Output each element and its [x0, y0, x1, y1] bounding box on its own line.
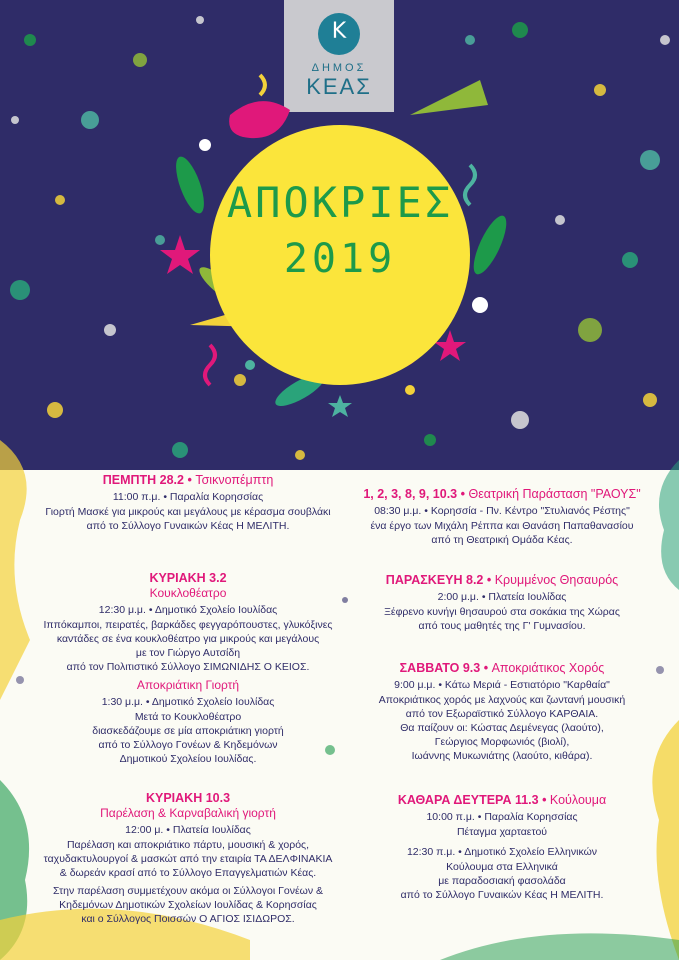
event-time-place: 12:30 μ.μ. • Δημοτικό Σχολείο Ιουλίδας: [98, 604, 278, 616]
hero-banner: [0, 0, 679, 470]
event-time-place: 9:00 μ.μ. • Κάτω Μεριά - Εστιατόριο "Καρθαία": [394, 679, 610, 691]
event-description: ένα έργο των Μιχάλη Ρέππα και Θανάση Παπαθανασίου από τη Θεατρική Ομάδα Κέας.: [370, 520, 634, 546]
event-heading: ΠΕΜΠΤΗ 28.2 • Τσικνοπέμπτη: [102, 473, 274, 487]
event-sub-description: Κούλουμα στα Ελληνικά με παραδοσιακή φασολάδα από το Σύλλογο Γυναικών Κέας Η ΜΕΛΙΤΗ.: [400, 861, 604, 901]
event-heading: ΠΑΡΑΣΚΕΥΗ 8.2 • Κρυμμένος Θησαυρός: [385, 573, 619, 587]
event-description: Ξέφρενο κυνήγι θησαυρού στα σοκάκια της Χώρας από τους μαθητές της Γ' Γυμνασίου.: [384, 606, 620, 632]
event-name: Παρέλαση & Καρναβαλική γιορτή: [100, 806, 276, 820]
event-year: 2019: [283, 236, 397, 282]
event-time-place: 12:00 μ. • Πλατεία Ιουλίδας: [125, 824, 251, 836]
event-card: [352, 792, 652, 902]
event-name: Κουκλοθέατρο: [149, 586, 227, 600]
event-time-place: 10:00 π.μ. • Παραλία Κορησσίας: [426, 811, 578, 823]
event-heading: ΚΑΘΑΡΑ ΔΕΥΤΕΡΑ 11.3 • Κούλουμα: [397, 793, 607, 807]
event-date: ΚΥΡΙΑΚΗ 10.3: [145, 791, 231, 805]
event-card: [28, 472, 348, 533]
event-card: [352, 486, 652, 547]
event-description: Γιορτή Μασκέ για μικρούς και μεγάλους με κέρασμα σουβλάκι από το Σύλλογο Γυναικών Κέας Η ΜΕΛΙΤΗ.: [45, 506, 331, 532]
event-description: Αποκριάτικος χορός με λαχνούς και ζωντανή μουσική από τον Εξωραϊστικό Σύλλογο ΚΑΡΘΑΙΑ. Θα παίζουν οι: Κώστας Δεμένεγας (λαούτο), Γεώργιος Μορφωνιός (βιολί), Ιωάννης Μυκωνιάτης (λαούτο, κιθάρα).: [378, 694, 626, 762]
event-card: [352, 660, 652, 763]
event-date: ΚΥΡΙΑΚΗ 3.2: [149, 571, 227, 585]
event-sub-time-place: 12:30 π.μ. • Δημοτικό Σχολείο Ελληνικών: [406, 846, 598, 858]
event-sub-description: Μετά το Κουκλοθέατρο διασκεδάζουμε σε μία αποκριάτικη γιορτή από το Σύλλογο Γονέων & Κηδεμόνων Δημοτικού Σχολείου Ιουλίδας.: [92, 711, 284, 765]
event-time-place: 2:00 μ.μ. • Πλατεία Ιουλίδας: [437, 591, 567, 603]
event-card: [28, 570, 348, 766]
event-sub-name: Αποκριάτικη Γιορτή: [136, 678, 240, 692]
event-card: [28, 790, 348, 926]
event-card: [352, 572, 652, 633]
event-sub-time-place: 1:30 μ.μ. • Δημοτικό Σχολείο Ιουλίδας: [101, 696, 275, 708]
event-time-place: 11:00 π.μ. • Παραλία Κορησσίας: [112, 491, 264, 503]
logo-top-text: ΔΗΜΟΣ: [311, 62, 367, 74]
event-heading: ΣΑΒΒΑΤΟ 9.3 • Αποκριάτικος Χορός: [399, 661, 605, 675]
event-time-place: 08:30 μ.μ. • Κορησσία - Πν. Κέντρο "Στυλιανός Ρέστης": [374, 505, 630, 517]
kea-logo-icon: Κ: [318, 13, 360, 55]
event-description: Ιππόκαμποι, πειρατές, βαρκάδες φεγγαρόπουστες, γλυκόξινες καντάδες σε ένα κουκλοθέατρο για μικρούς και μεγάλους με τον Γιώργο Αυτσίδη από τον Πολιτιστικό Σύλλογο ΣΙΜΩΝΙΔΗΣ Ο ΚΕΙΟΣ.: [43, 619, 333, 673]
event-description: Παρέλαση και αποκριάτικο πάρτυ, μουσική & χορός, ταχυδακτυλουργοί & μασκώτ από την εταιρία ΤΑ ΔΕΛΦΙΝΑΚΙΑ & δωρεάν κρασί από το Σύλλογο Επαγγελματιών Κέας. Στην παρέλαση συμμετέχουν ακόμα οι Σύλλογοι Γονέων & Κηδεμόνων Δημοτικών Σχολείων Ιουλίδας & Κορησσίας και ο Σύλλογος Ποισσών Ο ΑΓΙΟΣ ΙΣΙΔΩΡΟΣ.: [43, 839, 333, 925]
logo-bottom-text: ΚΕΑΣ: [306, 74, 372, 99]
event-description: Πέταγμα χαρταετού: [456, 826, 548, 838]
event-title: ΑΠΟΚΡΙΕΣ: [226, 178, 454, 227]
event-heading: 1, 2, 3, 8, 9, 10.3 • Θεατρική Παράσταση "ΡΑΟΥΣ": [363, 487, 641, 501]
